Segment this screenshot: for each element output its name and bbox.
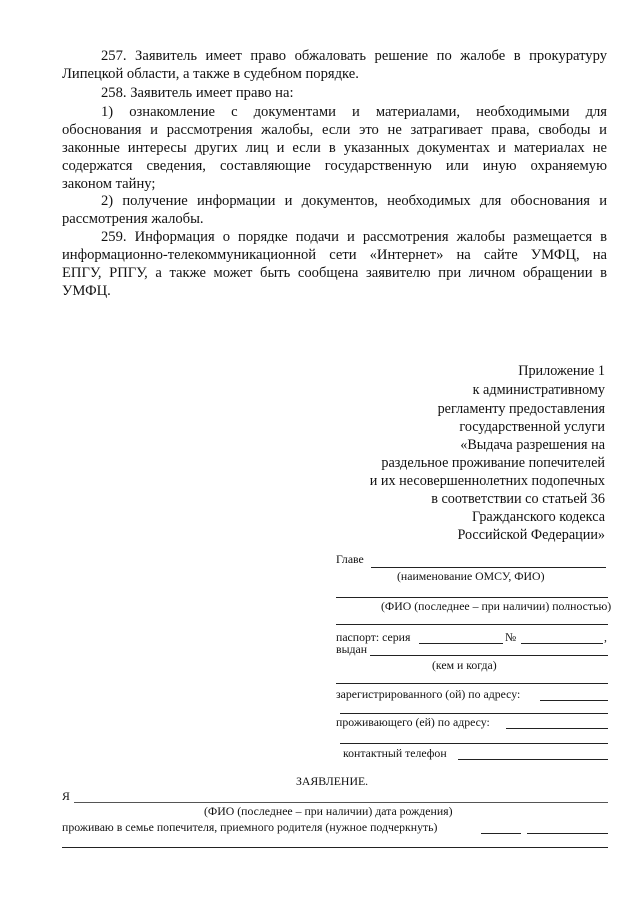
statement-i-label: Я bbox=[62, 789, 70, 803]
statement-title: ЗАЯВЛЕНИЕ. bbox=[296, 774, 369, 788]
paragraph-258-item-1-line-1: 1) ознакомление с документами и материалами, необходимыми для bbox=[101, 104, 607, 120]
residing-extra-line[interactable] bbox=[340, 743, 608, 744]
paragraph-259-line-1: 259. Информация о порядке подачи и рассмотрения жалобы размещается в bbox=[101, 229, 607, 245]
registered-label: зарегистрированного (ой) по адресу: bbox=[336, 687, 521, 701]
appendix-line-8: в соответствии со статьей 36 bbox=[431, 491, 605, 507]
head-field-line[interactable] bbox=[371, 567, 606, 568]
appendix-line-2: к административному bbox=[472, 382, 605, 398]
issued-caption: (кем и когда) bbox=[432, 658, 497, 672]
paragraph-257-line-2: Липецкой области, а также в судебном порядке. bbox=[62, 66, 359, 82]
residing-label: проживающего (ей) по адресу: bbox=[336, 715, 490, 729]
number-sign: № bbox=[505, 630, 517, 644]
fio-field-line[interactable] bbox=[336, 597, 608, 598]
paragraph-258-item-1-line-3: законные интересы других лиц и если в указанных документах и материалах не bbox=[62, 140, 607, 156]
issued-label: выдан bbox=[336, 642, 368, 656]
head-caption: (наименование ОМСУ, ФИО) bbox=[397, 569, 545, 583]
appendix-line-1: Приложение 1 bbox=[518, 363, 605, 379]
statement-fio-caption: (ФИО (последнее – при наличии) дата рождения) bbox=[204, 804, 453, 818]
issued-extra-line[interactable] bbox=[336, 683, 608, 684]
paragraph-258-line-1: 258. Заявитель имеет право на: bbox=[101, 85, 294, 101]
paragraph-258-item-1-line-2: обоснования и рассмотрения жалобы, если это не затрагивает права, свободы и bbox=[62, 122, 607, 138]
passport-comma: , bbox=[604, 630, 607, 644]
paragraph-259-line-3: ЕПГУ, РПГУ, а также может быть сообщена заявителю при личном обращении в bbox=[62, 265, 607, 281]
statement-living-line: проживаю в семье попечителя, приемного родителя (нужное подчеркнуть) bbox=[62, 820, 438, 834]
appendix-line-9: Гражданского кодекса bbox=[472, 509, 605, 525]
statement-extra-line[interactable] bbox=[62, 847, 608, 848]
registered-extra-line[interactable] bbox=[340, 713, 608, 714]
fio-caption: (ФИО (последнее – при наличии) полностью) bbox=[381, 599, 612, 613]
appendix-line-4: государственной услуги bbox=[459, 419, 605, 435]
appendix-line-5: «Выдача разрешения на bbox=[460, 437, 605, 453]
passport-number-field[interactable] bbox=[521, 643, 603, 644]
paragraph-259-line-4: УМФЦ. bbox=[62, 283, 111, 299]
statement-fio-field-line[interactable] bbox=[74, 802, 608, 803]
appendix-line-10: Российской Федерации» bbox=[457, 527, 605, 543]
residing-field-line[interactable] bbox=[506, 728, 608, 729]
registered-field-line[interactable] bbox=[540, 700, 608, 701]
fio-extra-line[interactable] bbox=[336, 624, 608, 625]
phone-field-line[interactable] bbox=[458, 759, 608, 760]
appendix-line-6: раздельное проживание попечителей bbox=[381, 455, 605, 471]
head-label: Главе bbox=[336, 552, 364, 566]
statement-living-field-short[interactable] bbox=[481, 833, 521, 834]
appendix-line-3: регламенту предоставления bbox=[437, 401, 605, 417]
paragraph-259-line-2: информационно-телекоммуникационной сети «Интернет» на сайте УМФЦ, на bbox=[62, 247, 607, 263]
passport-label: паспорт: серия bbox=[336, 630, 411, 644]
paragraph-258-item-2-line-1: 2) получение информации и документов, необходимых для обоснования и bbox=[101, 193, 607, 209]
phone-label: контактный телефон bbox=[343, 746, 447, 760]
statement-living-field[interactable] bbox=[527, 833, 608, 834]
paragraph-258-item-2-line-2: рассмотрения жалобы. bbox=[62, 211, 204, 227]
paragraph-258-item-1-line-4: содержатся сведения, составляющие государственную или иную охраняемую bbox=[62, 158, 607, 174]
passport-series-field[interactable] bbox=[419, 643, 503, 644]
appendix-line-7: и их несовершеннолетних подопечных bbox=[369, 473, 605, 489]
paragraph-257-line-1: 257. Заявитель имеет право обжаловать решение по жалобе в прокуратуру bbox=[101, 48, 607, 64]
paragraph-258-item-1-line-5: законом тайну; bbox=[62, 176, 156, 192]
issued-field-line[interactable] bbox=[370, 655, 608, 656]
